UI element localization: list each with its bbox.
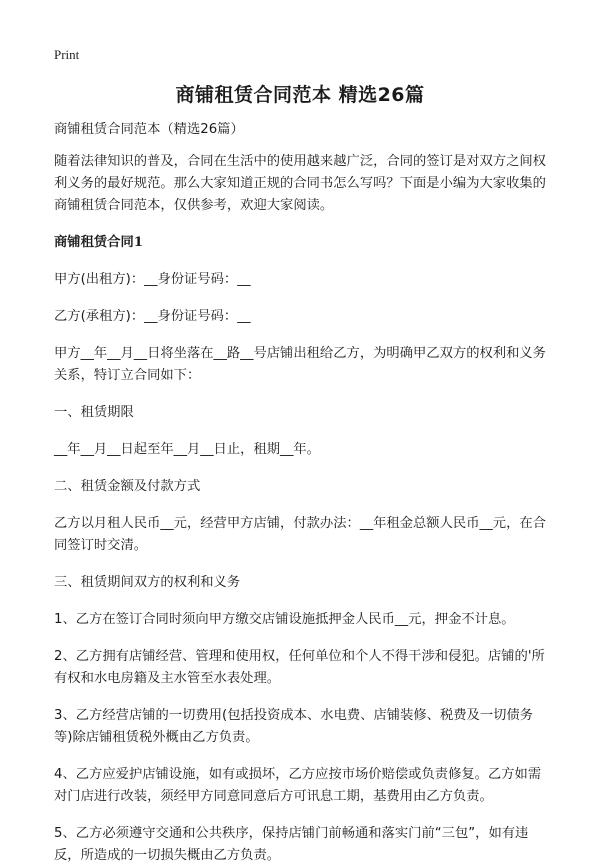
clause-3-title: 三、租赁期间双方的权利和义务 [54, 575, 241, 590]
clause-1-title: 一、租赁期限 [54, 405, 134, 420]
clause-1-text: __年__月__日起至年__月__日止，租期__年。 [54, 442, 320, 457]
clause-2-text: 乙方以月租人民币__元，经营甲方店铺，付款办法：__年租金总额人民币__元，在合同签订时交清。 [54, 516, 546, 553]
clause-3-item-5: 5、乙方必须遵守交通和公共秩序，保持店铺门前畅通和落实门前“三包”，如有违反，所造成的一切损失概由乙方负责。 [54, 826, 529, 863]
page-title: 商铺租赁合同范本 精选26篇 [175, 84, 425, 106]
party-b-line: 乙方(承租方)：__身份证号码：__ [54, 309, 251, 324]
clause-2-title: 二、租赁金额及付款方式 [54, 479, 201, 494]
clause-3-item-3: 3、乙方经营店铺的一切费用(包括投资成本、水电费、店铺装修、税费及一切债务等)除店铺租赁税外概由乙方负责。 [54, 708, 534, 745]
clause-3-item-4: 4、乙方应爱护店铺设施，如有或损坏，乙方应按市场价赔偿或负责修复。乙方如需对门店进行改装，须经甲方同意同意后方可讯息工期，基费用由乙方负责。 [54, 767, 542, 804]
party-a-line: 甲方(出租方)：__身份证号码：__ [54, 272, 251, 287]
clause-3-item-2: 2、乙方拥有店铺经营、管理和使用权，任何单位和个人不得干涉和侵犯。店铺的'所有权和水电房籍及主水管至水表处理。 [54, 649, 545, 686]
print-link[interactable]: Print [54, 47, 80, 62]
clause-3-item-1: 1、乙方在签订合同时须向甲方缴交店铺设施抵押金人民币__元，押金不计息。 [54, 612, 515, 627]
intro-paragraph: 随着法律知识的普及，合同在生活中的使用越来越广泛，合同的签订是对双方之间权利义务的最好规范。那么大家知道正规的合同书怎么写吗？下面是小编为大家收集的商铺租赁合同范本，仅供参考，欢迎大家阅读。 [54, 154, 546, 213]
preamble-paragraph: 甲方__年__月__日将坐落在__路__号店铺出租给乙方，为明确甲乙双方的权利和义务关系，特订立合同如下： [54, 346, 546, 383]
subtitle: 商铺租赁合同范本（精选26篇） [54, 122, 244, 137]
section-title: 商铺租赁合同1 [54, 235, 144, 250]
document-body [54, 119, 548, 867]
